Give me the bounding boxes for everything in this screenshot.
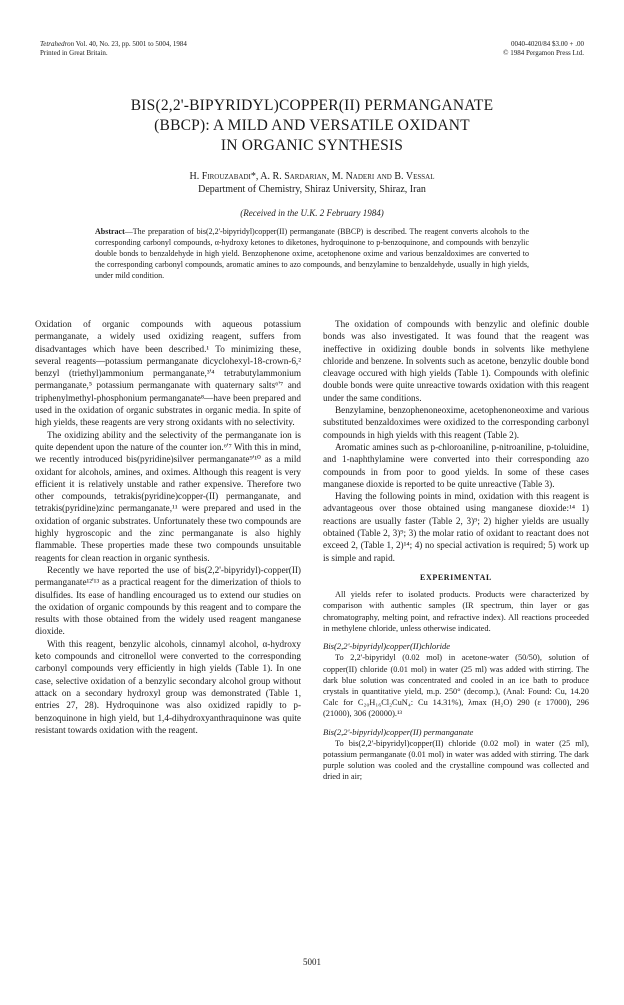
abstract-label: Abstract (95, 227, 125, 236)
paragraph: Having the following points in mind, oxidation with this reagent is advantageous over those obtained using manganese dioxide:¹⁴ 1) reactions are usually faster (Table 2, 3)⁹; 2) higher yields are usually obtained (Table 2, 3)⁹; 3) the molar ratio of oxidant to reactant does not exceed 2, (Table 1, 2)¹⁴; 4) no special activation is required; 5) work up is simple and rapid. (323, 491, 589, 563)
procedure-chloride: To 2,2'-bipyridyl (0.02 mol) in acetone-water (50/50), solution of copper(II) chloride (0.01 mol) in water (25 ml) was added with stirring. The dark blue solution was concentrated and cooled in an ice bath to produce crystals in quantitative yield, m.p. 250° (decomp.), (Anal: Found: Cu, 14.20 Calc for C₂₀H₁₆Cl₂CuN₄: Cu 14.31%), λmax (H₂O) 290 (ε 17000), 296 (21000), 306 (20000).¹³ (323, 653, 589, 719)
experimental-intro: All yields refer to isolated products. Products were characterized by comparison with authentic samples (IR spectrum, thin layer or gas chromatography, melting point, and refractive index). All reactions proceeded in methylene chloride, unless otherwise indicated. (323, 590, 589, 633)
paragraph: Recently we have reported the use of bis(2,2'-bipyridyl)-copper(II) permanganate¹²'¹³ as a practical reagent for the dimerization of thiols to disulfides. Its ease of handling encouraged us to extend our studies on the oxidation of organic compounds by this reagent and to compare the results with those obtained from the widely used reagent manganese dioxide. (35, 564, 301, 637)
running-header-left (40, 40, 187, 58)
running-header-right (503, 40, 584, 58)
left-column (35, 318, 301, 736)
author-names: H. Firouzabadi*, A. R. Sardarian, M. Naderi and B. Vessal (189, 171, 435, 182)
subheading-chloride: Bis(2,2'-bipyridyl)copper(II)chloride (323, 641, 451, 652)
paragraph: The oxidizing ability and the selectivity of the permanganate ion is quite dependent upon the nature of the counter ion.⁶'⁷ With this in mind, we recently introduced bis(pyridine)silver permanganate⁹'¹⁰ as a mild oxidant for alcohols, amines, and oximes. Although this reagent is very efficient it is relatively unstable and rather expensive. Therefore two other compounds, tetrakis(pyridine)copper-(II) permanganate, and tetrakis(pyridine)zinc permanganate,¹¹ were prepared and used in the oxidation of organic substrates. Unfortunately these two compounds are highly hygroscopic and the zinc permanganate is also highly flammable. These properties made these two compounds unsuitable reagents for clean reaction in organic synthesis. (35, 429, 301, 563)
journal-citation: Vol. 40, No. 23, pp. 5001 to 5004, 1984 (74, 40, 187, 48)
procedure-permanganate: To bis(2,2'-bipyridyl)copper(II) chloride (0.02 mol) in water (25 ml), potassium permanganate (0.01 mol) in water was added with stirring. The dark purple solution was cooled and the crystalline compound was collected and dried in air; (323, 738, 589, 782)
title-line-1: BIS(2,2'-BIPYRIDYL)COPPER(II) PERMANGANATE (130, 97, 494, 114)
author-block (40, 170, 584, 196)
page-number: 5001 (303, 957, 321, 967)
section-heading-experimental: EXPERIMENTAL (420, 572, 492, 582)
paragraph: With this reagent, benzylic alcohols, cinnamyl alcohol, α-hydroxy keto compounds and citronellol were converted to the corresponding carbonyl compounds very efficiently in high yields (Table 1). In one case, selective oxidation of a benzylic secondary alcohol group without attack on a secondary hydroxyl group was demonstrated (Table 1, entries 27, 28). Hydroquinone was also oxidized rapidly to p-benzoquinone in high yield, but 1,4-dihydroxyanthraquinone was quite resistant towards oxidation with the reagent. (35, 638, 301, 735)
paragraph: Oxidation of organic compounds with aqueous potassium permanganate, a widely used oxidizing reagent, suffers from disadvantages which have been described.¹ To minimizing these, several reagents—potassium permanganate dicyclohexyl-18-crown-6,² benzyl (triethyl)ammonium permanganate,³'⁴ tetrabutylammonium permanganate,⁵ potassium permanganate with quaternary salts⁶'⁷ and triphenylmethyl-phosphonium permanganate⁸—have been prepared and used in the oxidation of organic substrates in organic media. In spite of high yields, these reagents are very strong oxidants with no selectivity. (35, 319, 301, 428)
title-line-3: IN ORGANIC SYNTHESIS (220, 137, 404, 154)
printed-in: Printed in Great Britain. (40, 49, 108, 57)
subheading-permanganate: Bis(2,2'-bipyridyl)copper(II) permanganate (323, 726, 474, 737)
title-line-2: (BBCP): A MILD AND VERSATILE OXIDANT (154, 117, 470, 134)
journal-name: Tetrahedron (40, 40, 75, 48)
price-code: 0040-4020/84 $3.00 + .00 (511, 40, 584, 48)
paragraph: The oxidation of compounds with benzylic and olefinic double bonds was also investigated. It was found that the reagent was ineffective in oxidizing double bonds in solvents like methylene chloride and benzene. In solvents such as acetone, benzylic double bond cleavage occured with high yields (Table 1). Compounds with olefinic double bonds were quite unreactive towards oxidation with this reagent under the same conditions. (323, 319, 589, 403)
right-column (323, 318, 589, 783)
abstract (95, 226, 529, 281)
copyright-line: © 1984 Pergamon Press Ltd. (503, 49, 584, 57)
received-date: (Received in the U.K. 2 February 1984) (240, 208, 384, 218)
affiliation: Department of Chemistry, Shiraz University, Shiraz, Iran (198, 184, 426, 195)
abstract-text: —The preparation of bis(2,2'-bipyridyl)copper(II) permanganate (BBCP) is described. The reagent converts alcohols to the corresponding carbonyl compounds, α-hydroxy ketones to diketones, hydroquinone to p-benzoquinone, and compounds with benzylic double bonds to benzaldehyde in high yield. Benzophenone oxime, acetophenone oxime and various benzaldoximes are converted to the corresponding carbonyl compounds, aromatic amines to azo compounds, and benzylamine to benzaldehyde, usually in high yields, under mild condition. (95, 227, 529, 280)
paragraph: Aromatic amines such as p-chloroaniline, p-nitroaniline, p-toluidine, and 1-naphthylamine were converted into their corresponding azo compounds in from poor to good yields. In some of these cases manganese dioxide is reported to be quite unreactive (Table 3). (323, 441, 589, 489)
article-title (60, 96, 564, 156)
paragraph: Benzylamine, benzophenoneoxime, acetophenoneoxime and various substituted benzaldoximes were oxidized to the corresponding carbonyl compounds in high yields with this reagent (Table 2). (323, 405, 589, 440)
